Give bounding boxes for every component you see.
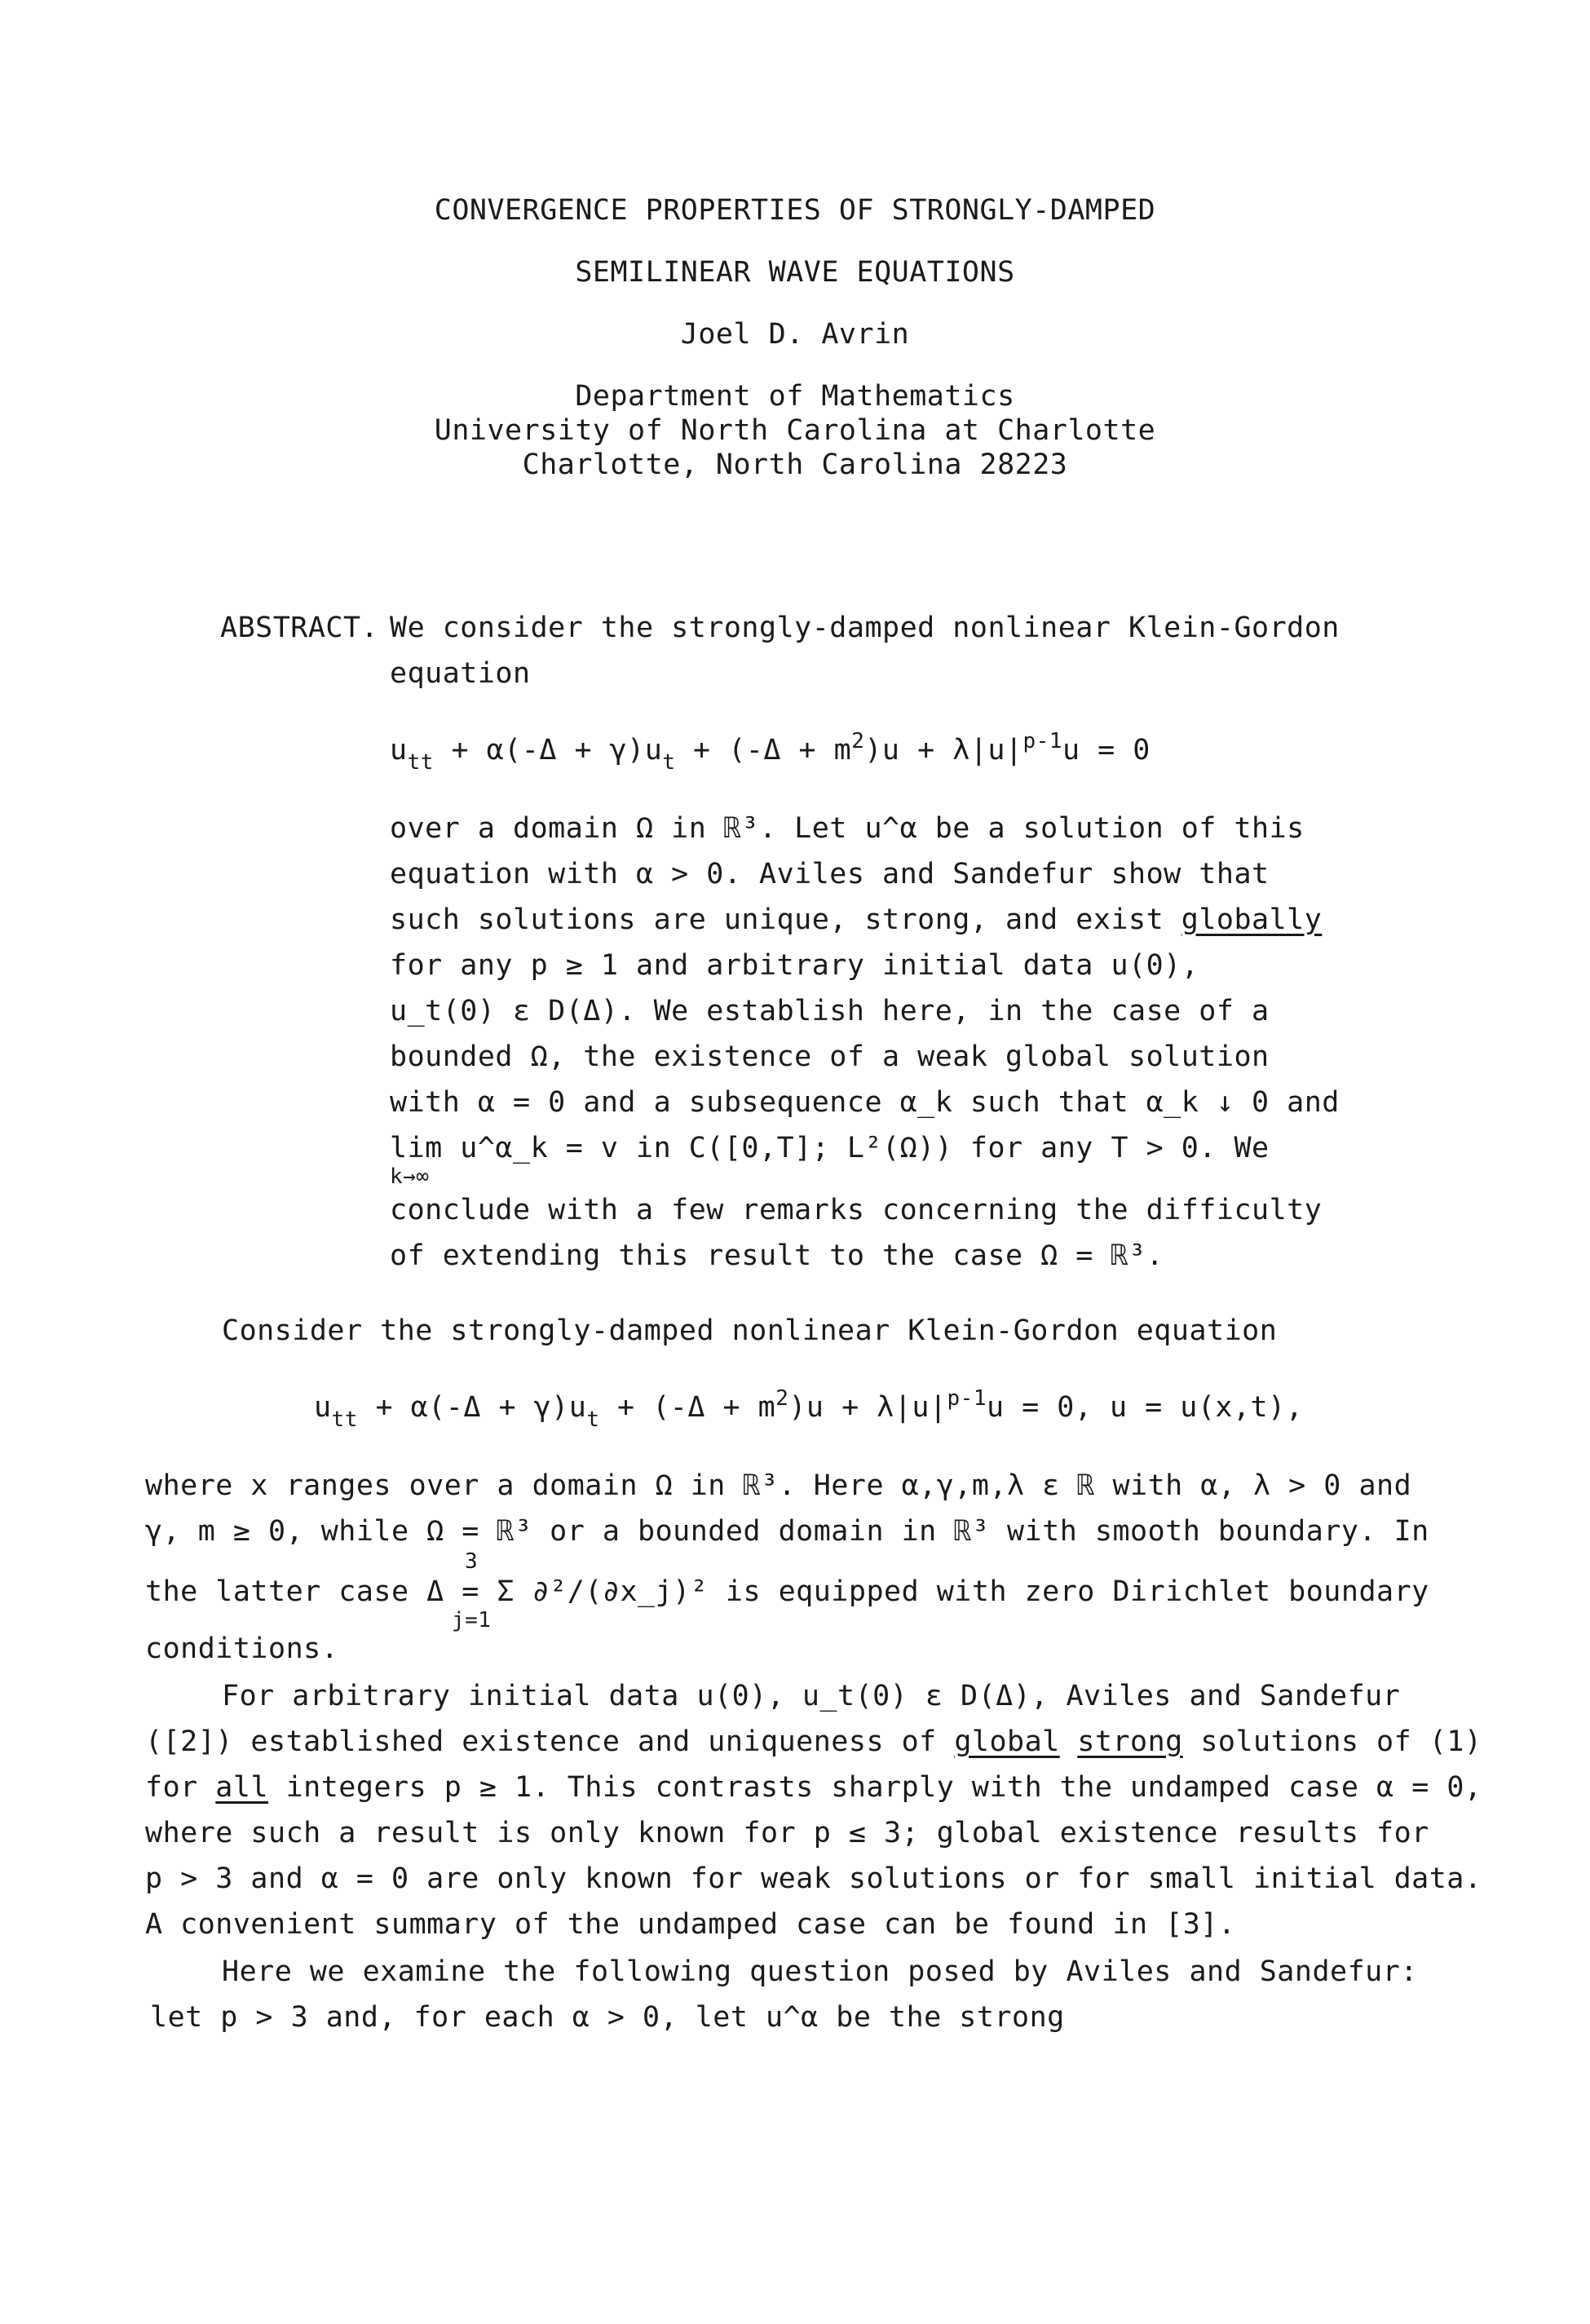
abstract-line-9: with α = 0 and a subsequence α_k such that α_k ↓ 0 and (390, 1086, 1340, 1119)
limit-subscript: k→∞ (390, 1164, 430, 1189)
body-line-2: γ, m ≥ 0, while Ω = ℝ³ or a bounded domain in ℝ³ with smooth boundary. In (145, 1515, 1429, 1548)
body-line-3: the latter case Δ = Σ ∂²/(∂x_j)² is equipped with zero Dirichlet boundary (145, 1575, 1429, 1608)
abstract-line-11: conclude with a few remarks concerning the difficulty (390, 1194, 1323, 1226)
abstract-line-1: We consider the strongly-damped nonlinear Klein-Gordon (390, 612, 1340, 644)
body-paragraph-2-line-2 (145, 1725, 1482, 1758)
abstract-line-5-text: such solutions are unique, strong, and exist (390, 904, 1164, 936)
p2-line-3-text-a: for (145, 1771, 198, 1804)
emphasis-globally: globally (1181, 904, 1323, 936)
equation-1: $u_{tt} + \alpha(-\Delta + \gamma)u_t + (-\Delta + m^2)u + \lambda|u|^{p-1}u = 0$, u = u(x,t), (314, 1386, 1304, 1432)
body-paragraph-3-line-2: let p > 3 and, for each α > 0, let u^α be the strong (150, 2001, 1065, 2034)
p2-line-3-text-c: integers p ≥ 1. This contrasts sharply with the undamped case α = 0, (285, 1771, 1482, 1804)
body-paragraph-2-line-1: For arbitrary initial data u(0), u_t(0) ε D(Δ), Aviles and Sandefur (222, 1680, 1401, 1712)
author-name: Joel D. Avrin (680, 318, 910, 351)
emphasis-all: all (215, 1771, 269, 1804)
body-paragraph-2-line-3 (145, 1771, 1482, 1804)
abstract-equation: $u_{tt} + \alpha(-\Delta + \gamma)u_t + (-\Delta + m^2)u + \lambda|u|^{p-1}u = 0$ (390, 729, 1151, 775)
abstract-line-2: equation (390, 657, 531, 690)
abstract-label: ABSTRACT. (220, 612, 379, 644)
body-line-4: conditions. (145, 1633, 339, 1665)
affiliation-department: Department of Mathematics (575, 380, 1015, 413)
body-paragraph-3-line-1: Here we examine the following question posed by Aviles and Sandefur: (222, 1955, 1418, 1988)
abstract-line-7: u_t(0) ε D(Δ). We establish here, in the case of a (390, 995, 1270, 1027)
affiliation-university: University of North Carolina at Charlotte (434, 414, 1156, 447)
abstract-line-4: equation with α > 0. Aviles and Sandefur show that (390, 858, 1270, 890)
body-paragraph-2-line-4: where such a result is only known for p ≤ 3; global existence results for (145, 1817, 1429, 1849)
emphasis-global: global (954, 1725, 1060, 1758)
abstract-line-8: bounded Ω, the existence of a weak global solution (390, 1040, 1270, 1073)
emphasis-strong: strong (1077, 1725, 1183, 1758)
body-paragraph-2-line-6: A convenient summary of the undamped case can be found in [3]. (145, 1908, 1236, 1941)
abstract-line-6: for any p ≥ 1 and arbitrary initial data u(0), (390, 949, 1199, 982)
body-line-1: where x ranges over a domain Ω in ℝ³. Here α,γ,m,λ ε ℝ with α, λ > 0 and (145, 1469, 1412, 1502)
affiliation-address: Charlotte, North Carolina 28223 (522, 448, 1068, 481)
body-paragraph-2-line-5: p > 3 and α = 0 are only known for weak solutions or for small initial data. (145, 1862, 1482, 1895)
p2-line-2-text-a: ([2]) established existence and uniqueness of (145, 1725, 937, 1758)
sum-upper-limit: 3 (465, 1549, 479, 1574)
p2-line-2-text-d: solutions of (1) (1200, 1725, 1482, 1758)
abstract-line-3: over a domain Ω in ℝ³. Let u^α be a solution of this (390, 812, 1305, 845)
sum-lower-limit: j=1 (452, 1608, 492, 1633)
abstract-line-10: lim u^α_k = v in C([0,T]; L²(Ω)) for any T > 0. We (390, 1132, 1270, 1164)
paper-title-line-1: CONVERGENCE PROPERTIES OF STRONGLY-DAMPED (434, 194, 1156, 227)
paper-title-line-2: SEMILINEAR WAVE EQUATIONS (575, 256, 1015, 289)
abstract-line-12: of extending this result to the case Ω = ℝ³. (390, 1239, 1164, 1272)
abstract-line-5 (390, 904, 1322, 936)
body-paragraph-1: Consider the strongly-damped nonlinear Klein-Gordon equation (222, 1314, 1278, 1347)
